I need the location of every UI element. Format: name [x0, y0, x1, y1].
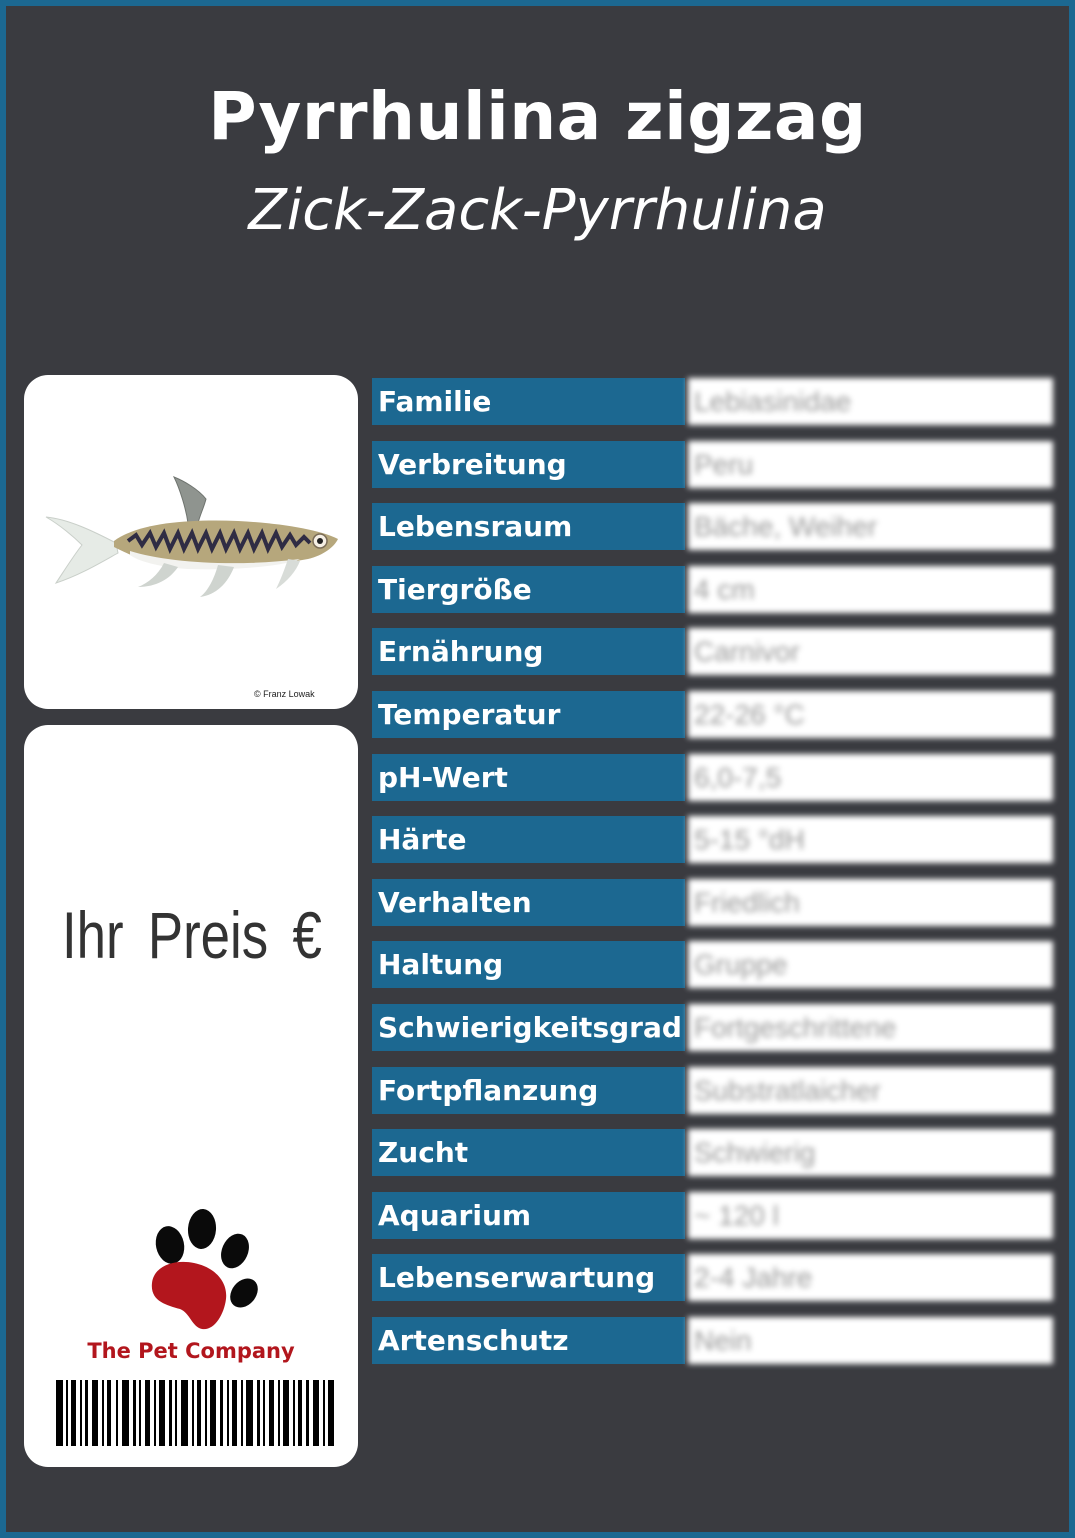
fact-value-blurred: Bäche, Weiher	[688, 503, 1053, 550]
fact-row	[372, 1254, 1053, 1301]
fact-row	[372, 879, 1053, 926]
price-label: Ihr Preis €	[62, 898, 322, 972]
fact-value-blurred: 2-4 Jahre	[688, 1254, 1053, 1301]
fact-row	[372, 1067, 1053, 1114]
fact-value-blurred: Nein	[688, 1317, 1053, 1364]
fact-value-blurred: 22-26 °C	[688, 691, 1053, 738]
fact-row	[372, 1004, 1053, 1051]
fact-value-blurred: Schwierig	[688, 1129, 1053, 1176]
fact-row	[372, 1129, 1053, 1176]
fact-label: Fortpflanzung	[372, 1067, 685, 1114]
fact-row	[372, 441, 1053, 488]
fact-value-blurred: Lebiasinidae	[688, 378, 1053, 425]
fact-row	[372, 691, 1053, 738]
fact-value-blurred: 4 cm	[688, 566, 1053, 613]
fact-label: Härte	[372, 816, 685, 863]
photo-credit: © Franz Lowak	[254, 689, 315, 699]
fact-row	[372, 941, 1053, 988]
facts-table	[372, 378, 1053, 1380]
species-title: Pyrrhulina zigzag	[208, 78, 867, 155]
fact-value-blurred: 5-15 °dH	[688, 816, 1053, 863]
fact-row	[372, 754, 1053, 801]
fact-row	[372, 378, 1053, 425]
fact-label: Zucht	[372, 1129, 685, 1176]
fact-label: Artenschutz	[372, 1317, 685, 1364]
fact-label: Ernährung	[372, 628, 685, 675]
fact-label: Lebenserwartung	[372, 1254, 685, 1301]
fact-row	[372, 1192, 1053, 1239]
common-name-subtitle: Zick-Zack-Pyrrhulina	[248, 178, 827, 243]
fact-row	[372, 503, 1053, 550]
price-panel	[24, 725, 358, 1467]
photo-panel	[24, 375, 358, 709]
brand-name: The Pet Company	[87, 1339, 295, 1363]
fact-row	[372, 816, 1053, 863]
fact-label: Familie	[372, 378, 685, 425]
fact-label: Lebensraum	[372, 503, 685, 550]
fact-value-blurred: 6,0-7,5	[688, 754, 1053, 801]
fact-value-blurred: ~ 120 l	[688, 1192, 1053, 1239]
fact-row	[372, 1317, 1053, 1364]
fact-row	[372, 628, 1053, 675]
fact-row	[372, 566, 1053, 613]
fact-value-blurred: Peru	[688, 441, 1053, 488]
fact-label: pH-Wert	[372, 754, 685, 801]
fact-label: Aquarium	[372, 1192, 685, 1239]
fact-value-blurred: Fortgeschrittene	[688, 1004, 1053, 1051]
fact-label: Haltung	[372, 941, 685, 988]
fact-label: Tiergröße	[372, 566, 685, 613]
fact-value-blurred: Substratlaicher	[688, 1067, 1053, 1114]
fish-photo	[38, 471, 348, 611]
fact-value-blurred: Carnivor	[688, 628, 1053, 675]
fact-value-blurred: Friedlich	[688, 879, 1053, 926]
fact-label: Temperatur	[372, 691, 685, 738]
fact-label: Schwierigkeitsgrad	[372, 1004, 685, 1051]
paw-icon	[140, 1209, 260, 1337]
fact-label: Verbreitung	[372, 441, 685, 488]
barcode-icon	[56, 1380, 334, 1446]
fact-label: Verhalten	[372, 879, 685, 926]
fact-value-blurred: Gruppe	[688, 941, 1053, 988]
